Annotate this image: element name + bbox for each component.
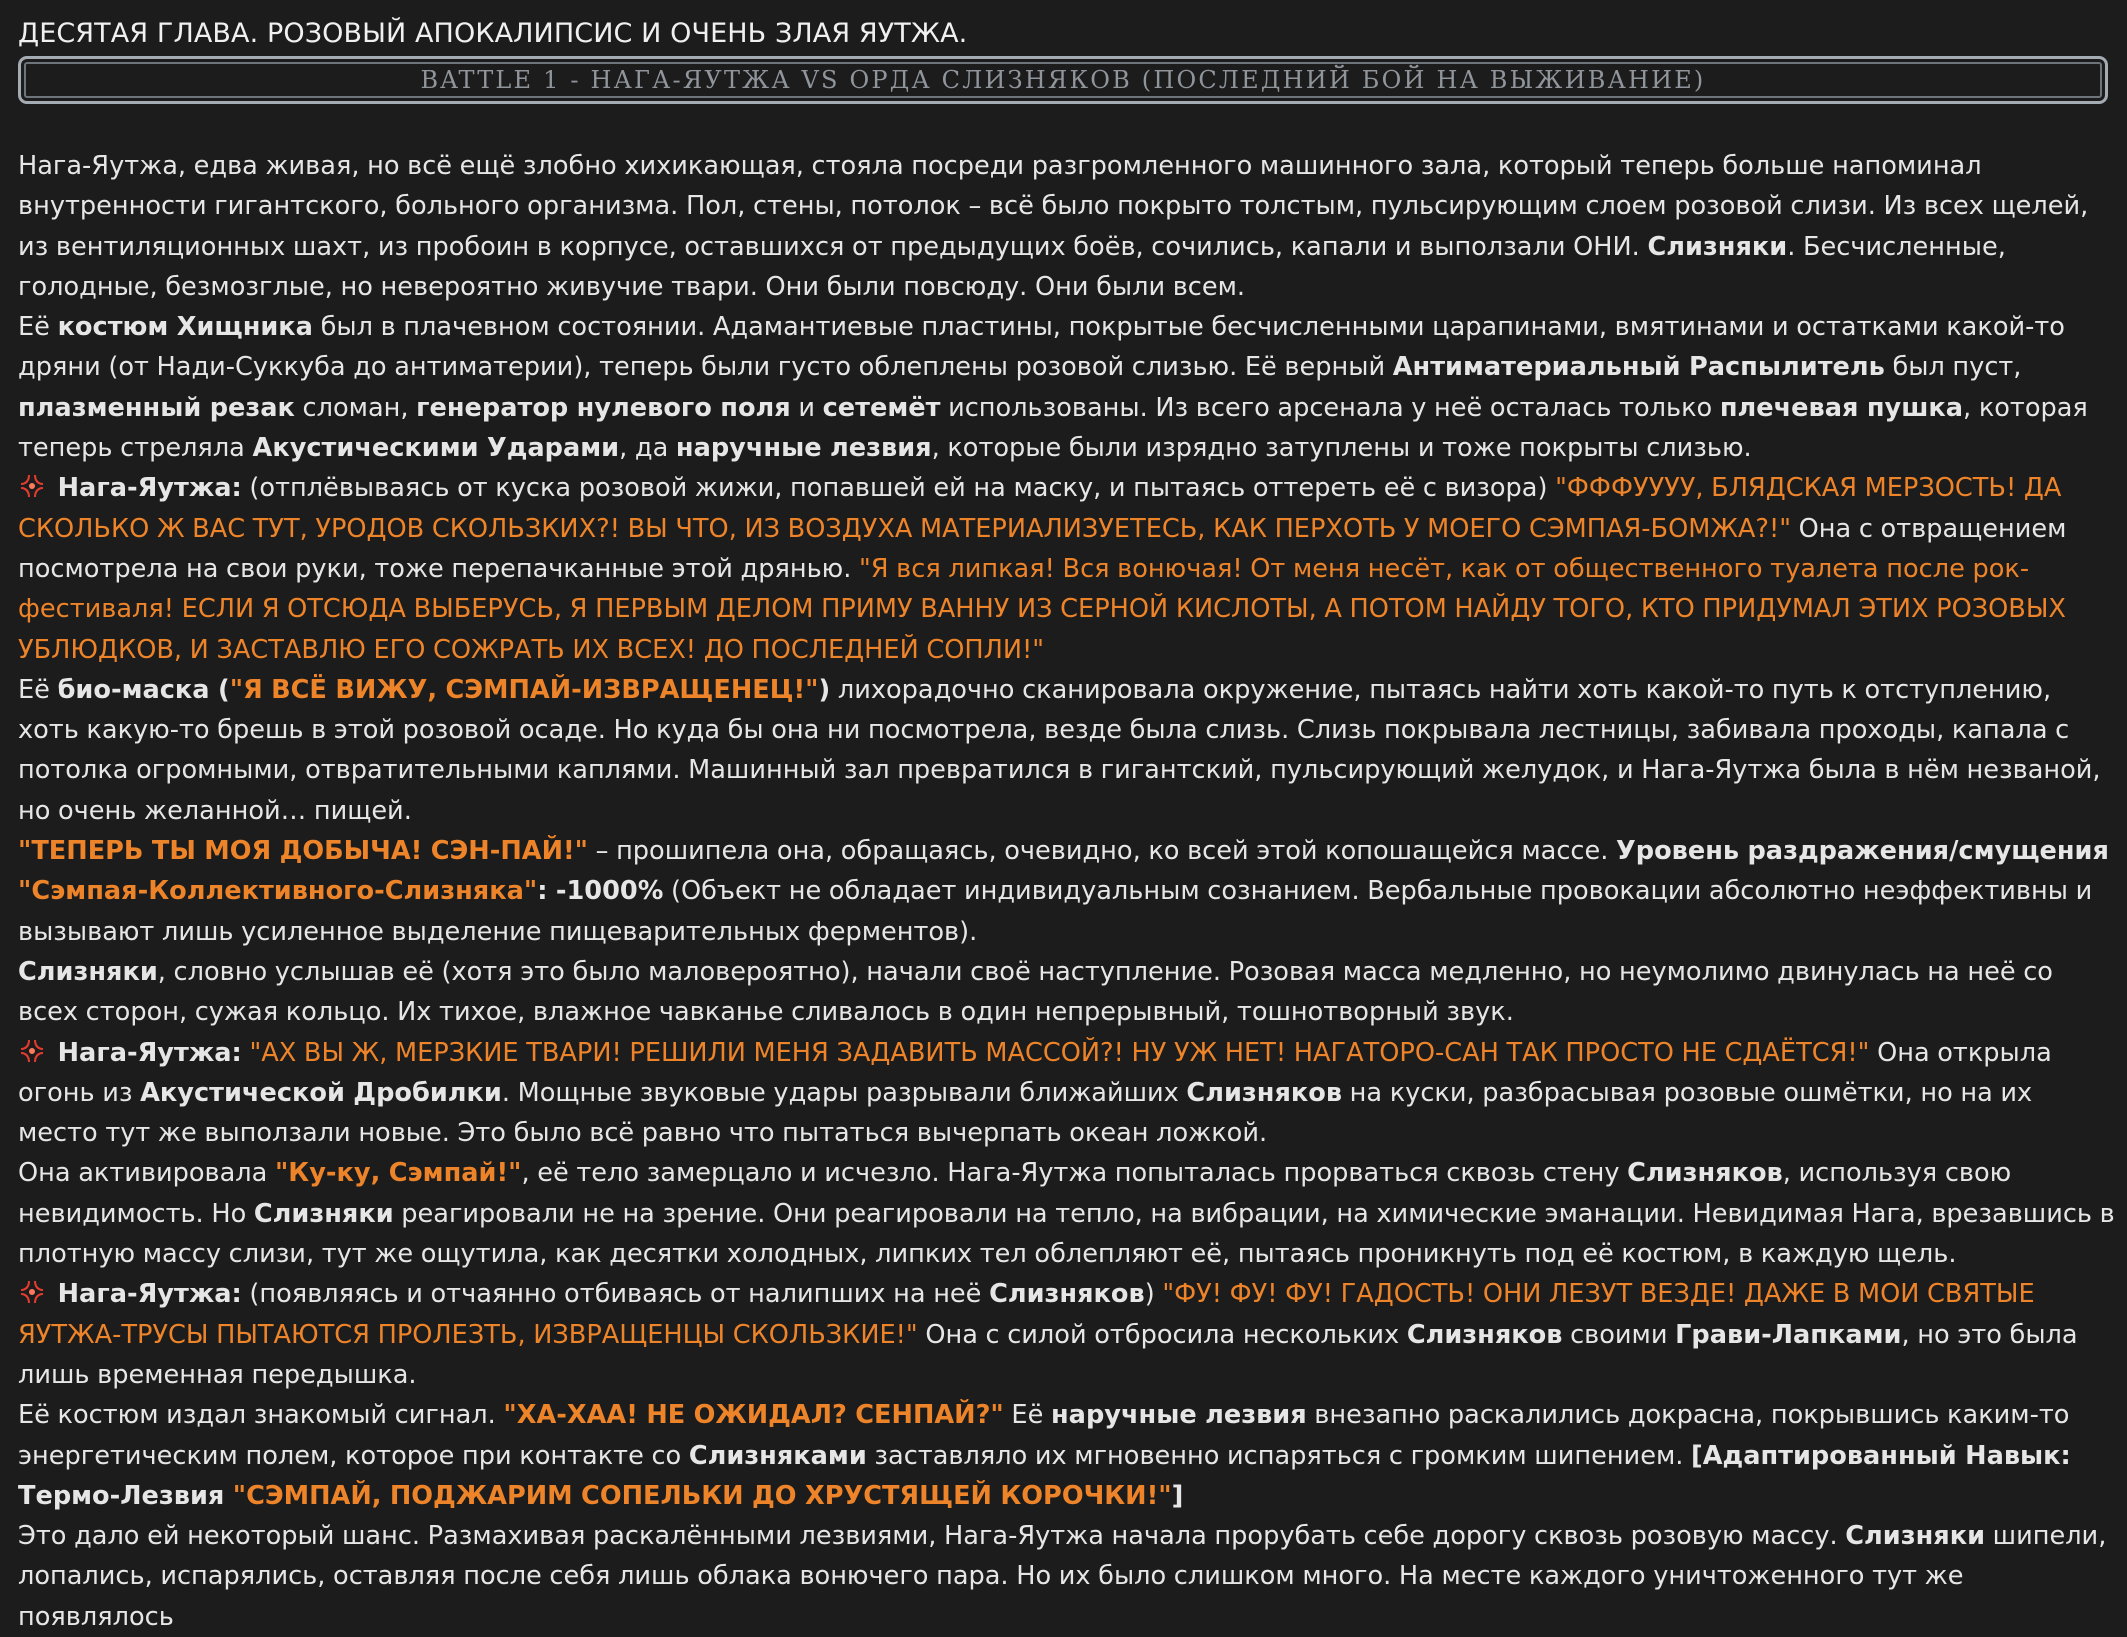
narration-text: сломан, [294, 392, 417, 423]
quoted-callout: "ТЕПЕРЬ ТЫ МОЯ ДОБЫЧА! СЭН-ПАЙ!" [18, 836, 588, 867]
bold-term: био-маска ( [57, 674, 230, 705]
bold-term: генератор нулевого поля [416, 392, 791, 423]
bold-term: Слизняков [989, 1279, 1145, 1310]
quoted-speech: "Я вся липкая! Вся вонючая! От меня несёт, как от общественного туалета после рок-фестиваля! ЕСЛИ Я ОТСЮДА ВЫБЕРУСЬ, Я ПЕРВЫМ ДЕЛОМ ПРИМУ ВАННУ ИЗ СЕРНОЙ КИСЛОТЫ, А ПОТОМ НАЙДУ ТОГО, КТО ПРИДУМАЛ ЭТИХ РОЗОВЫХ УБЛЮДКОВ, И ЗАСТАВЛЮ ЕГО СОЖРАТЬ ИХ ВСЕХ! ДО ПОСЛЕДНЕЙ СОПЛИ!" [18, 553, 2066, 665]
bold-term: Слизняки [18, 956, 158, 987]
bold-term: плазменный резак [18, 392, 295, 423]
story-paragraph [18, 831, 2118, 952]
bold-term: наручные лезвия [1050, 1400, 1307, 1431]
bold-term: Слизняки [253, 1198, 394, 1229]
quoted-speech: "ФФФУУУУ, БЛЯДСКАЯ МЕРЗОСТЬ! ДА СКОЛЬКО Ж ВАС ТУТ, УРОДОВ СКОЛЬЗКИХ?! ВЫ ЧТО, ИЗ ВОЗДУХА МАТЕРИАЛИЗУЕТЕСЬ, КАК ПЕРХОТЬ У МОЕГО СЭМПАЯ-БОМЖА?!" [18, 473, 2062, 544]
narration-text: , но это была лишь временная передышка. [18, 1319, 2078, 1390]
document-page [18, 14, 2118, 1637]
quoted-callout: "Сэмпая-Коллективного-Слизняка" [18, 876, 538, 907]
anger-symbol-icon [18, 1278, 46, 1306]
chapter-title: ДЕСЯТАЯ ГЛАВА. РОЗОВЫЙ АПОКАЛИПСИС И ОЧЕНЬ ЗЛАЯ ЯУТЖА. [18, 18, 968, 49]
anger-symbol-icon [18, 472, 46, 500]
bold-term: наручные лезвия [675, 433, 932, 464]
narration-text: , словно услышав её (хотя это было маловероятно), начали своё наступление. Розовая масса медленно, но неумолимо двинулась на неё со всех сторон, сужая кольцо. Их тихое, влажное чавканье сливалось в один непрерывный, тошнотворный звук. [18, 956, 2053, 1028]
story-paragraph [18, 670, 2118, 831]
bold-term: Слизняков [1406, 1319, 1563, 1350]
bold-term: Акустическими Ударами [252, 433, 620, 464]
narration-text: . Бесчисленные, голодные, безмозглые, но невероятно живучие твари. Они были повсюду. Они были всем. [18, 231, 2006, 302]
bold-term: сетемёт [822, 392, 941, 423]
bold-term: костюм Хищника [57, 312, 313, 343]
narration-text: Она открыла огонь из [18, 1037, 2052, 1108]
story-paragraph [18, 952, 2118, 1033]
story-paragraph [18, 1033, 2118, 1154]
quoted-callout: "Я ВСЁ ВИЖУ, СЭМПАЙ-ИЗВРАЩЕНЕЦ!" [229, 674, 819, 705]
quoted-callout: "СЭМПАЙ, ПОДЖАРИМ СОПЕЛЬКИ ДО ХРУСТЯЩЕЙ КОРОЧКИ!" [232, 1480, 1172, 1511]
battle-banner [18, 56, 2108, 104]
bold-term: Слизняками [688, 1440, 867, 1471]
narration-text: лихорадочно сканировала окружение, пытаясь найти хоть какой-то путь к отступлению, хоть какую-то брешь в этой розовой осаде. Но куда бы она ни посмотрела, везде была слизь. Слизь покрывала лестницы, забивала проходы, капала с потолка огромными, отвратительными каплями. Машинный зал превратился в гигантский, пульсирующий желудок, и Нага-Яутжа была в нём незваной, но очень желанной… пищей. [18, 674, 2101, 826]
narration-text: Её костюм издал знакомый сигнал. [18, 1400, 504, 1431]
quoted-speech: "АХ ВЫ Ж, МЕРЗКИЕ ТВАРИ! РЕШИЛИ МЕНЯ ЗАДАВИТЬ МАССОЙ?! НУ УЖ НЕТ! НАГАТОРО-САН ТАК ПРОСТО НЕ СДАЁТСЯ!" [249, 1037, 1870, 1068]
bold-term: плечевая пушка [1719, 392, 1964, 423]
narration-text: шипели, лопались, испарялись, оставляя после себя лишь облака вонючего пара. Но их было слишком много. На месте каждого уничтоженного тут же появлялось [18, 1521, 2107, 1632]
narration-text: Она активировала [18, 1158, 275, 1189]
bold-term: Слизняков [1186, 1077, 1343, 1108]
story-paragraph [18, 1395, 2118, 1516]
story-paragraph [18, 468, 2118, 669]
narration-text: , которые были изрядно затуплены и тоже покрыты слизью. [931, 433, 1752, 464]
story-paragraph [18, 1516, 2118, 1637]
narration-text: – прошипела она, обращаясь, очевидно, ко всей этой копошащейся массе. [588, 836, 1617, 867]
narration-text: был пуст, [1884, 352, 2022, 383]
bold-term: Антиматериальный Распылитель [1392, 352, 1885, 383]
narration-text: , которая теперь стреляла [18, 392, 2088, 464]
narration-text: Её [18, 312, 58, 343]
narration-text: . Мощные звуковые удары разрывали ближайших [501, 1077, 1187, 1108]
narration-text: , используя свою невидимость. Но [18, 1158, 2012, 1229]
narration-text: своими [1562, 1319, 1676, 1350]
story-paragraph [18, 307, 2118, 468]
story-paragraph [18, 1153, 2118, 1274]
battle-banner-label: BATTLE 1 - НАГА-ЯУТЖА VS ОРДА СЛИЗНЯКОВ (ПОСЛЕДНИЙ БОЙ НА ВЫЖИВАНИЕ) [420, 66, 1706, 94]
bold-term: Нага-Яутжа: [57, 1037, 242, 1068]
narration-text: (отплёвываясь от куска розовой жижи, попавшей ей на маску, и пытаясь оттереть её с визора) [241, 473, 1556, 504]
quoted-speech: "ФУ! ФУ! ФУ! ГАДОСТЬ! ОНИ ЛЕЗУТ ВЕЗДЕ! ДАЖЕ В МОИ СВЯТЫЕ ЯУТЖА-ТРУСЫ ПЫТАЮТСЯ ПРОЛЕЗТЬ, ИЗВРАЩЕНЦЫ СКОЛЬЗКИЕ!" [18, 1279, 2035, 1350]
bold-term: Акустической Дробилки [140, 1077, 502, 1108]
bold-term: Грави-Лапками [1675, 1319, 1902, 1350]
narration-text: , её тело замерцало и исчезло. Нага-Яутжа попыталась прорваться сквозь стену [521, 1158, 1628, 1189]
narration-text: Она с силой отбросила нескольких [917, 1319, 1407, 1350]
narration-text: (Объект не обладает индивидуальным сознанием. Вербальные провокации абсолютно неэффективны и вызывают лишь усиленное выделение пищеварительных ферментов). [18, 876, 2093, 947]
narration-text: был в плачевном состоянии. Адамантиевые пластины, покрытые бесчисленными царапинами, вмятинами и остатками какой-то дряни (от Нади-Суккуба до антиматерии), теперь были густо облеплены розовой слизью. Её верный [18, 312, 2065, 383]
narration-text: (появляясь и отчаянно отбиваясь от налипших на неё [241, 1279, 990, 1310]
narration-text: Это дало ей некоторый шанс. Размахивая раскалёнными лезвиями, Нага-Яутжа начала прорубать себе дорогу сквозь розовую массу. [18, 1521, 1846, 1552]
story-paragraph [18, 146, 2118, 307]
narration-text: ) [1144, 1279, 1163, 1310]
quoted-callout: "ХА-ХАА! НЕ ОЖИДАЛ? СЕНПАЙ?" [503, 1400, 1004, 1431]
story-text [18, 146, 2118, 1637]
narration-text: Нага-Яутжа, едва живая, но всё ещё злобно хихикающая, стояла посреди разгромленного машинного зала, который теперь больше напоминал внутренности гигантского, больного организма. Пол, стены, потолок – всё было покрыто толстым, пульсирующим слоем розовой слизи. Из всех щелей, из вентиляционных шахт, из пробоин в корпусе, оставшихся от предыдущих боёв, сочились, капали и выползали ОНИ. [18, 151, 2089, 262]
narration-text: Её [1003, 1400, 1051, 1431]
narration-text: на куски, разбрасывая розовые ошмётки, но на их место тут же выползали новые. Это было всё равно что пытаться вычерпать океан ложкой. [18, 1077, 2033, 1149]
narration-text: использованы. Из всего арсенала у неё осталась только [940, 392, 1720, 423]
story-paragraph [18, 1274, 2118, 1395]
anger-symbol-icon [18, 1037, 46, 1065]
narration-text: и [790, 392, 823, 423]
bold-term: ) [818, 674, 831, 705]
bold-term: Нага-Яутжа: [57, 473, 242, 504]
narration-text: внезапно раскалились докрасна, покрывшись каким-то энергетическим полем, которое при контакте со [18, 1400, 2070, 1471]
bold-term: ] [1171, 1480, 1184, 1511]
narration-text: Её [18, 674, 58, 705]
narration-text: заставляло их мгновенно испаряться с громким шипением. [866, 1440, 1692, 1471]
narration-text: , да [619, 433, 676, 464]
bold-term: [Адаптированный Навык: Термо-Лезвия [18, 1440, 2071, 1511]
bold-term: Слизняки [1845, 1521, 1986, 1552]
bold-term: Уровень раздражения/смущения [1616, 836, 2109, 867]
bold-term: Слизняки [1647, 231, 1788, 262]
bold-term: : -1000% [537, 876, 664, 907]
bold-term: Слизняков [1627, 1158, 1783, 1189]
narration-text: реагировали не на зрение. Они реагировали на тепло, на вибрации, на химические эманации. Невидимая Нага, врезавшись в плотную массу слизи, тут же ощутила, как десятки холодных, липких тел облепляют её, пытаясь проникнуть под её костюм, в каждую щель. [18, 1198, 2115, 1270]
bold-term: Нага-Яутжа: [57, 1279, 242, 1310]
narration-text: Она с отвращением посмотрела на свои руки, тоже перепачканные этой дрянью. [18, 513, 2067, 584]
quoted-callout: "Ку-ку, Сэмпай!" [274, 1158, 522, 1189]
